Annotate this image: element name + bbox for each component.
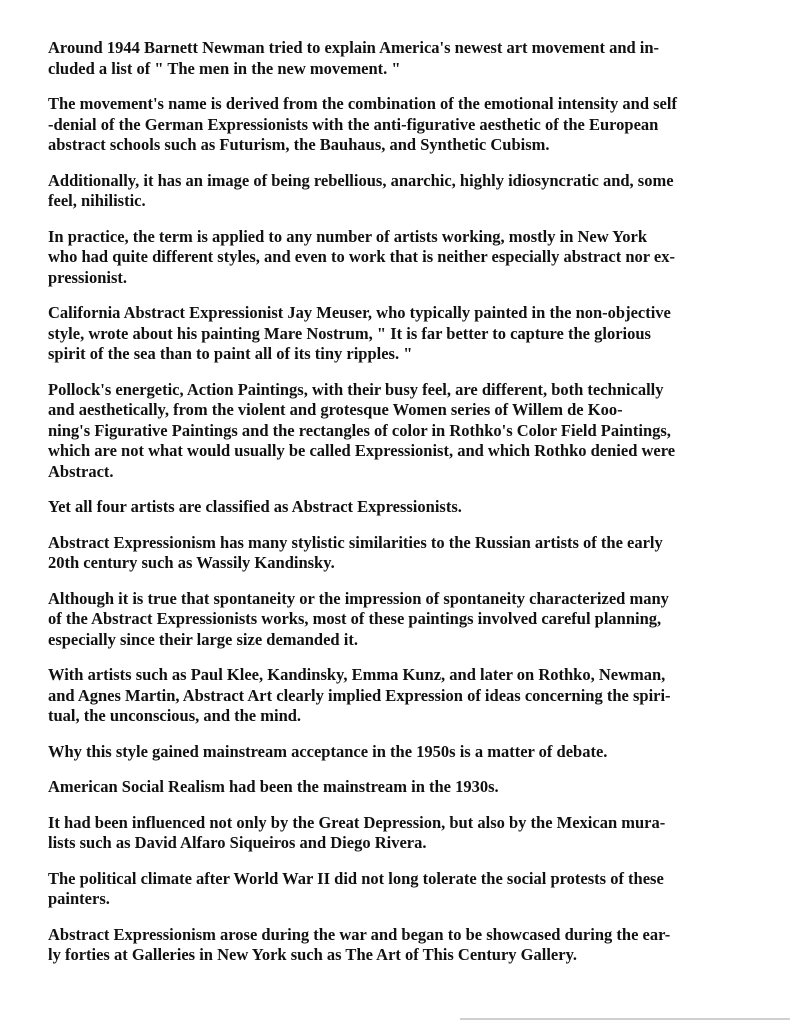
paragraph-4: In practice, the term is applied to any number of artists working, mostly in New York who had quite different styles, and even to work that is neither especially abstract nor ex- pressionist. [48, 226, 675, 287]
paragraph-7: Yet all four artists are classified as Abstract Expressionists. [48, 497, 462, 516]
paragraph-15: Abstract Expressionism arose during the war and began to be showcased during the ear- ly forties at Galleries in New York such as The Art of This Century Gallery. [48, 924, 671, 964]
paragraph-11: Why this style gained mainstream acceptance in the 1950s is a matter of debate. [48, 741, 608, 761]
paragraph-10: With artists such as Paul Klee, Kandinsky, Emma Kunz, and later on Rothko, Newman, and Agnes Martin, Abstract Art clearly implied Expression of ideas concerning the spiri- tual, the unconscious, and the mind. [48, 665, 671, 725]
paragraph-2: The movement's name is derived from the combination of the emotional intensity and self -denial of the German Expressionists with the anti-figurative aesthetic of the European abstract schools such as Futurism, the Bauhaus, and Synthetic Cubism. [48, 94, 677, 154]
paragraph-13: It had been influenced not only by the Great Depression, but also by the Mexican mura- lists such as David Alfaro Siqueiros and Diego Rivera. [48, 812, 666, 852]
paragraph-3: Additionally, it has an image of being rebellious, anarchic, highly idiosyncratic and, some feel, nihilistic. [48, 170, 674, 210]
paragraph-12: American Social Realism had been the mainstream in the 1930s. [48, 777, 499, 796]
paragraph-9: Although it is true that spontaneity or the impression of spontaneity characterized many of the Abstract Expressionists works, most of these paintings involved careful planning, especially since their large size demanded it. [48, 588, 669, 649]
paragraph-14: The political climate after World War II did not long tolerate the social protests of these painters. [48, 868, 664, 908]
paragraph-8: Abstract Expressionism has many stylistic similarities to the Russian artists of the early 20th century such as Wassily Kandinsky. [48, 532, 663, 572]
document-body [48, 38, 746, 981]
paragraph-5: California Abstract Expressionist Jay Meuser, who typically painted in the non-objective style, wrote about his painting Mare Nostrum, " It is far better to capture the glorious spirit of the sea than to paint all of its tiny ripples. " [48, 303, 671, 363]
bottom-scan-edge-divider [460, 1018, 790, 1020]
paragraph-1: Around 1944 Barnett Newman tried to explain America's newest art movement and in- cluded a list of " The men in the new movement. " [48, 38, 660, 78]
paragraph-6: Pollock's energetic, Action Paintings, with their busy feel, are different, both technically and aesthetically, from the violent and grotesque Women series of Willem de Koo- ning's Figurative Paintings and the rectangles of color in Rothko's Color Field Paintings, which are not what would usually be called Expressionist, and which Rothko denied were Abstract. [48, 379, 676, 481]
